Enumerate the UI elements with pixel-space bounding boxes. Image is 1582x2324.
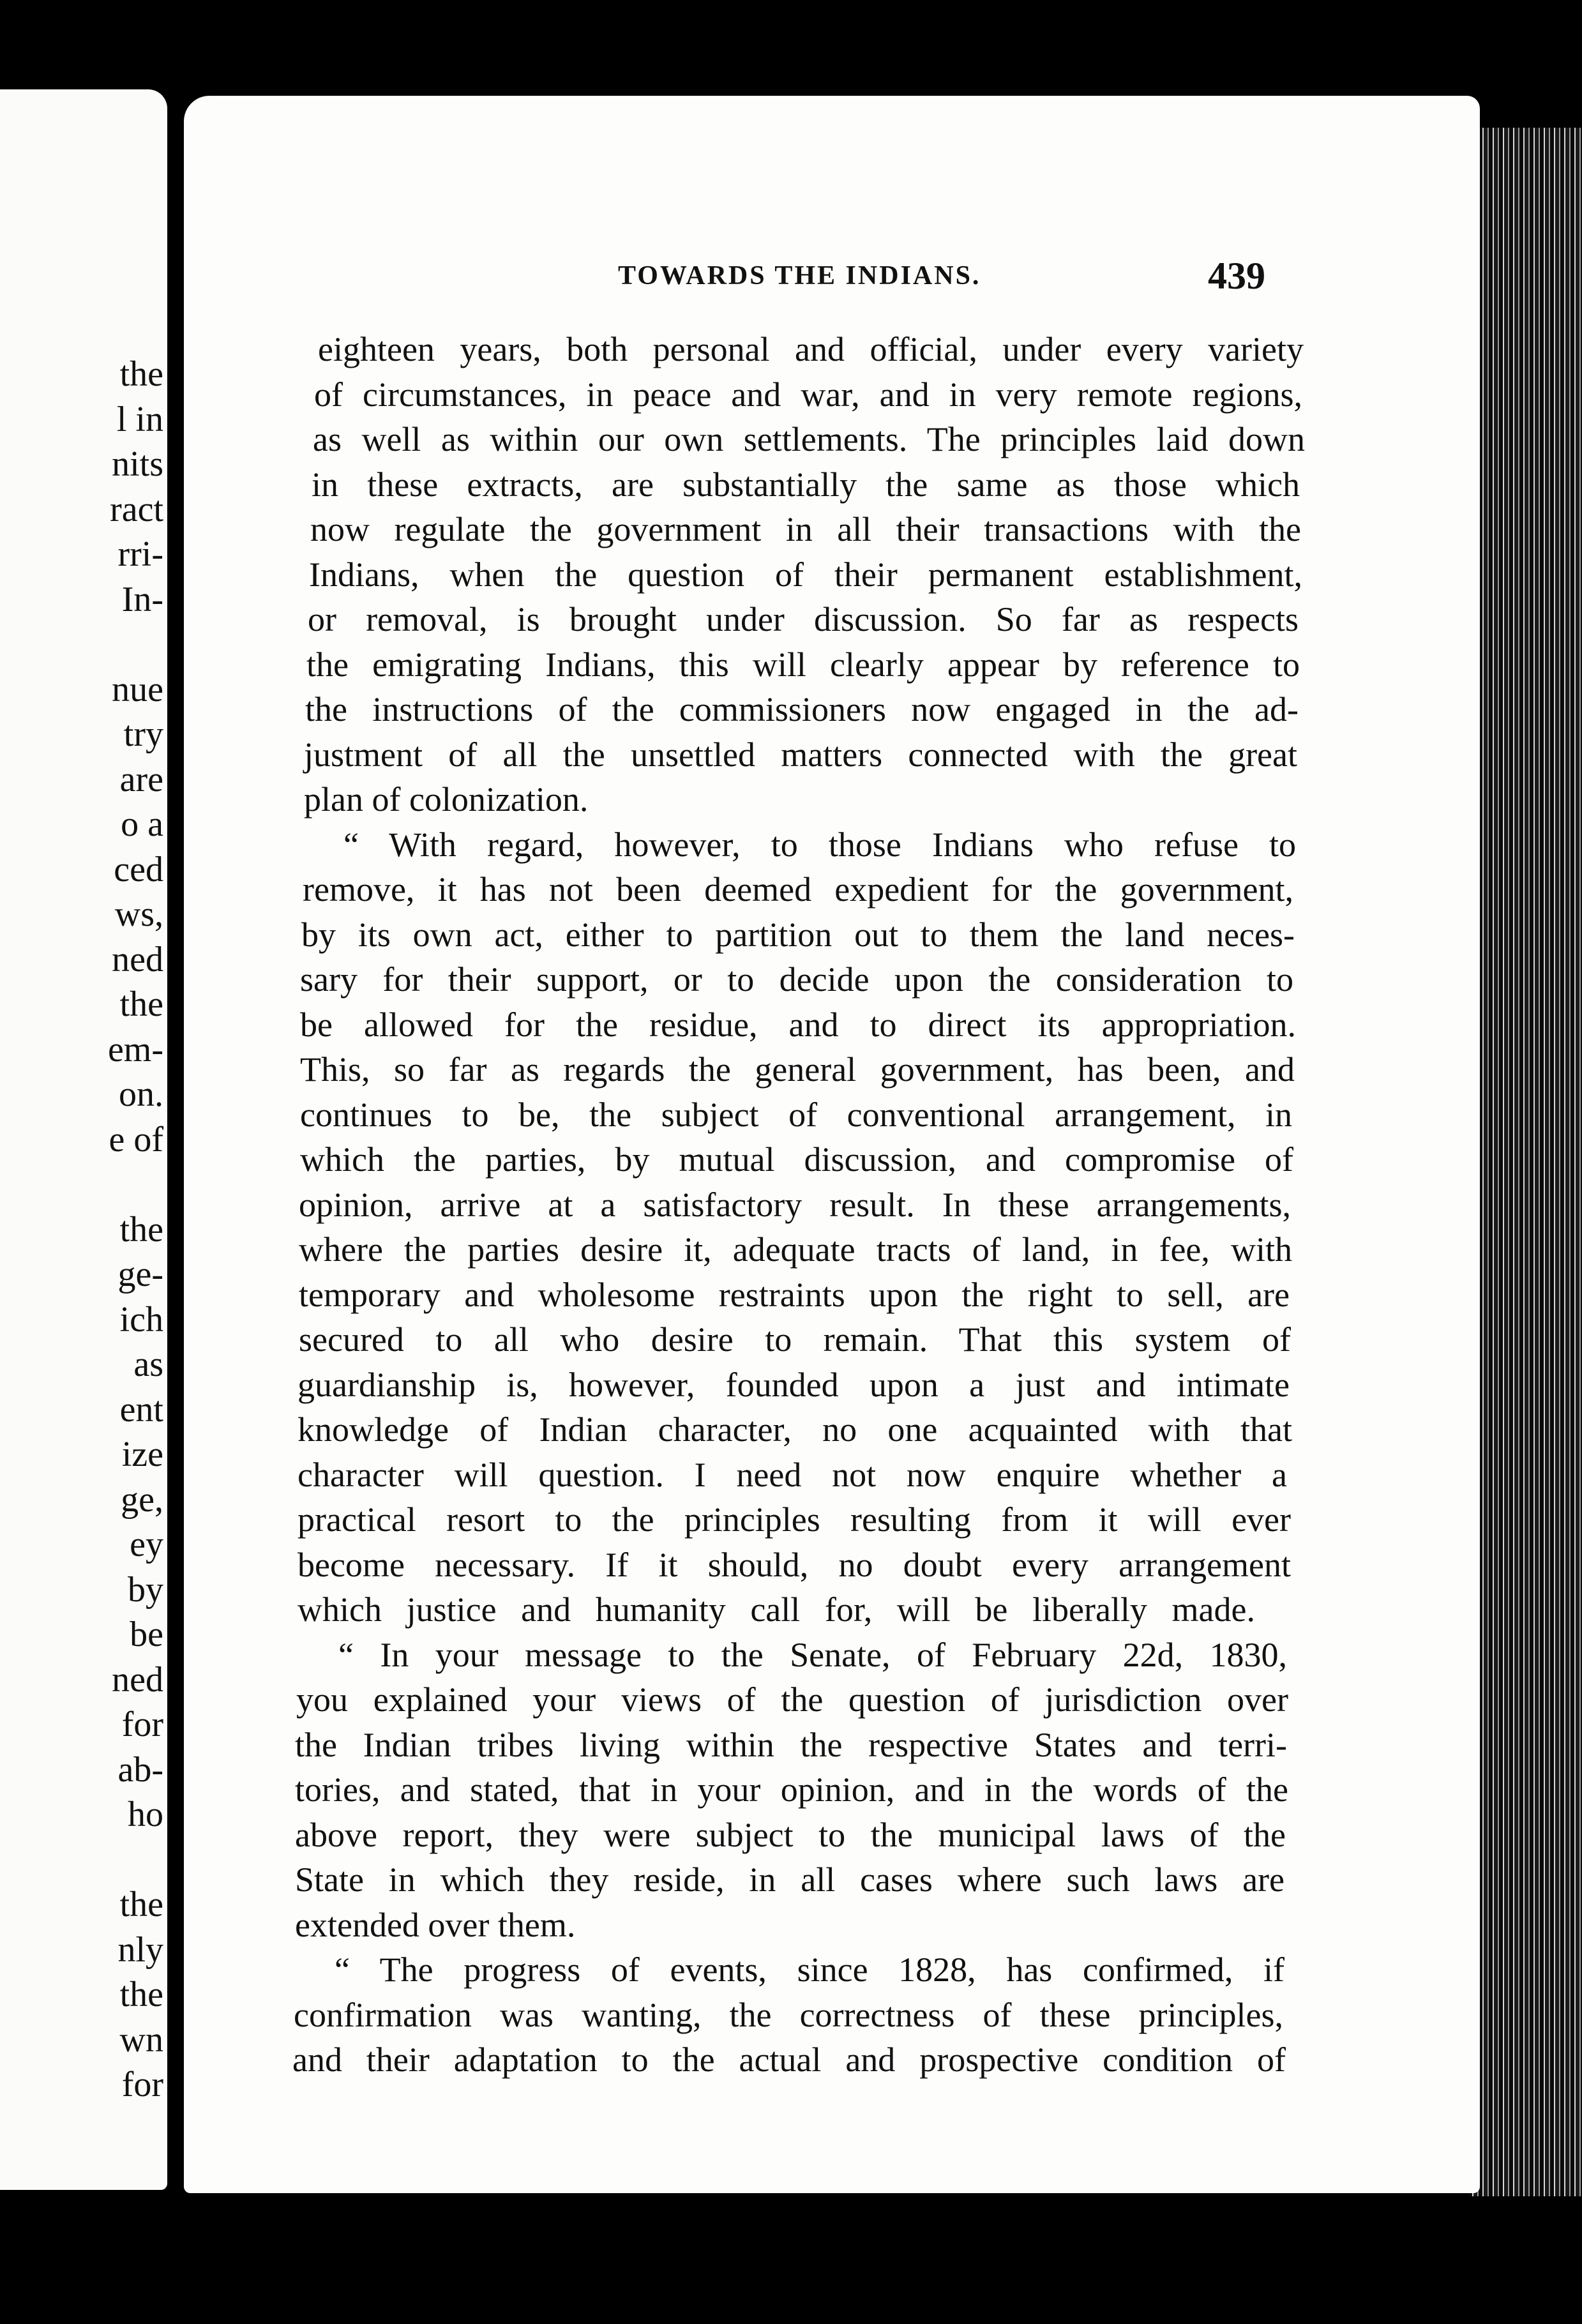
text-line: eighteen years, both personal and official, under every variety bbox=[318, 330, 1304, 368]
text-line: State in which they reside, in all cases where such laws are bbox=[295, 1860, 1284, 1899]
text-line: guardianship is, however, founded upon a just and intimate bbox=[298, 1365, 1290, 1404]
text-line: you explained your views of the question of jurisdiction over bbox=[296, 1680, 1288, 1719]
facing-page-fragment: em- bbox=[107, 1029, 163, 1069]
text-line: extended over them. bbox=[295, 1905, 576, 1944]
facing-page-fragment: ich bbox=[119, 1299, 163, 1339]
facing-page-fragment: nue bbox=[112, 669, 163, 709]
facing-page-fragment: nly bbox=[117, 1929, 163, 1970]
text-line: practical resort to the principles resulting from it will ever bbox=[298, 1500, 1291, 1539]
facing-page-fragment: the bbox=[119, 1209, 163, 1249]
page-edge-stack bbox=[1468, 128, 1582, 2196]
facing-page-fragment: the bbox=[119, 1885, 163, 1924]
facing-page-fragment: for bbox=[121, 1705, 163, 1744]
text-line: become necessary. If it should, no doubt every arrangement bbox=[298, 1545, 1291, 1584]
text-line: “ The progress of events, since 1828, has confirmed, if bbox=[335, 1950, 1284, 1989]
text-line: remove, it has not been deemed expedient for the government, bbox=[303, 870, 1293, 909]
text-line: the emigrating Indians, this will clearly appear by reference to bbox=[306, 645, 1300, 684]
text-line: where the parties desire it, adequate tracts of land, in fee, with bbox=[299, 1230, 1292, 1269]
facing-page-fragment: ey bbox=[130, 1525, 163, 1564]
facing-page-fragment: on. bbox=[119, 1075, 163, 1114]
text-line: secured to all who desire to remain. That this system of bbox=[299, 1320, 1291, 1359]
facing-page-fragment: nits bbox=[112, 444, 163, 484]
facing-page-fragment: e of bbox=[109, 1119, 163, 1159]
text-line: Indians, when the question of their permanent establishment, bbox=[309, 555, 1302, 594]
text-line: This, so far as regards the general government, has been, and bbox=[300, 1050, 1295, 1089]
text-line: by its own act, either to partition out to them the land neces- bbox=[301, 915, 1295, 954]
text-line: now regulate the government in all their transactions with the bbox=[310, 510, 1301, 548]
running-head: TOWARDS THE INDIANS. bbox=[618, 261, 981, 290]
text-line: sary for their support, or to decide upon the consideration to bbox=[300, 960, 1293, 999]
facing-page-fragment: ho bbox=[128, 1795, 163, 1834]
text-line: “ In your message to the Senate, of February 22d, 1830, bbox=[338, 1635, 1287, 1674]
facing-page-fragment: for bbox=[121, 2065, 163, 2104]
text-line: character will question. I need not now enquire whether a bbox=[298, 1455, 1287, 1494]
facing-page-fragment: ws, bbox=[114, 894, 163, 934]
facing-page-fragment: wn bbox=[119, 2019, 163, 2060]
facing-page-fragment: as bbox=[133, 1345, 163, 1384]
facing-page-fragment: the bbox=[119, 985, 163, 1024]
text-line: opinion, arrive at a satisfactory result. In these arrangements, bbox=[299, 1185, 1291, 1224]
facing-page-fragment: ned bbox=[112, 939, 163, 979]
text-line: knowledge of Indian character, no one acquainted with that bbox=[298, 1410, 1292, 1449]
facing-page-fragment: ge, bbox=[121, 1479, 163, 1520]
text-line: or removal, is brought under discussion. So far as respects bbox=[308, 600, 1299, 638]
facing-page-fragment: the bbox=[119, 1975, 163, 2014]
facing-page-fragment: the bbox=[119, 354, 163, 394]
text-line: “ With regard, however, to those Indians who refuse to bbox=[343, 825, 1296, 864]
text-line: justment of all the unsettled matters connected with the great bbox=[304, 735, 1297, 774]
facing-page-fragment: ent bbox=[119, 1389, 163, 1430]
facing-page-fragment: be bbox=[130, 1615, 163, 1654]
facing-page-fragment: ract bbox=[110, 489, 163, 529]
text-line: continues to be, the subject of conventional arrangement, in bbox=[300, 1095, 1292, 1134]
text-line: be allowed for the residue, and to direct its appropriation. bbox=[300, 1005, 1296, 1044]
text-line: the Indian tribes living within the respective States and terri- bbox=[295, 1725, 1287, 1764]
facing-page-fragment: ned bbox=[112, 1659, 163, 1700]
facing-page-fragment: ize bbox=[121, 1435, 163, 1474]
facing-page-fragment: are bbox=[119, 759, 163, 799]
facing-page-fragment: ab- bbox=[117, 1749, 163, 1790]
facing-page-fragment: In- bbox=[121, 579, 163, 619]
text-line: above report, they were subject to the municipal laws of the bbox=[295, 1815, 1286, 1854]
text-line: confirmation was wanting, the correctness of these principles, bbox=[294, 1995, 1283, 2034]
facing-page-fragment: by bbox=[128, 1569, 163, 1610]
text-line: tories, and stated, that in your opinion, and in the words of the bbox=[295, 1770, 1288, 1809]
text-line: and their adaptation to the actual and prospective condition of bbox=[292, 2041, 1286, 2079]
page-number: 439 bbox=[1208, 255, 1265, 297]
facing-page-fragment: rri- bbox=[117, 534, 163, 574]
facing-page-fragment: try bbox=[123, 714, 163, 754]
text-line: which the parties, by mutual discussion, and compromise of bbox=[300, 1140, 1293, 1179]
text-line: which justice and humanity call for, will be liberally made. bbox=[298, 1590, 1255, 1629]
text-line: the instructions of the commissioners now engaged in the ad- bbox=[305, 690, 1299, 728]
text-line: as well as within our own settlements. The principles laid down bbox=[313, 420, 1305, 458]
facing-page-fragment: l in bbox=[116, 399, 163, 439]
text-line: plan of colonization. bbox=[304, 780, 589, 819]
facing-page bbox=[0, 89, 167, 2190]
text-line: of circumstances, in peace and war, and in very remote regions, bbox=[314, 375, 1302, 414]
text-line: in these extracts, are substantially the same as those which bbox=[312, 465, 1300, 504]
text-line: temporary and wholesome restraints upon the right to sell, are bbox=[299, 1275, 1290, 1314]
facing-page-fragment: ced bbox=[114, 849, 163, 889]
facing-page-fragment: o a bbox=[121, 804, 163, 844]
facing-page-fragment: ge- bbox=[117, 1255, 163, 1294]
